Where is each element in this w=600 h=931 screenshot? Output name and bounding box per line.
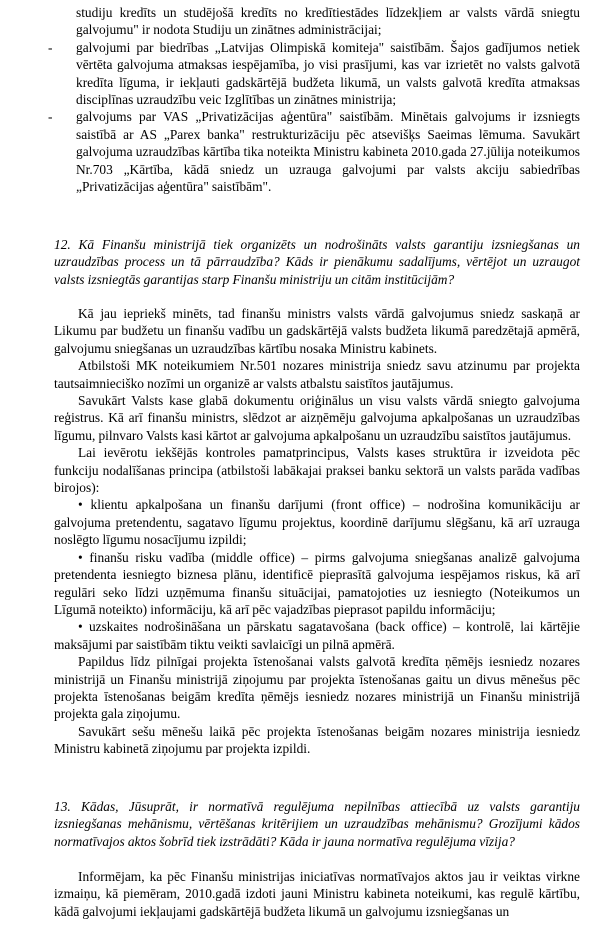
paragraph: • uzskaites nodrošināšana un pārskatu sagatavošana (back office) – kontrolē, lai kārtējie maksājumi par saistībām tiktu veikti savlaicīgi un pilnā apmērā. — [54, 619, 580, 652]
list-item-text: galvojumi par biedrības „Latvijas Olimpiskā komiteja" saistībām. Šajos gadījumos netiek vērtēta galvojuma atmaksas iespējamība, jo visi prasījumi, kas var izrietēt no valsts galvotā kredīta līguma, ir iekļauti gadskārtējā budžeta likumā, un valsts galvotā kredīta atmaksas disciplīnas uzraudzību veic Izglītības un zinātnes ministrija; — [76, 39, 580, 108]
paragraph: • finanšu risku vadība (middle office) – pirms galvojuma sniegšanas analizē galvojuma pretendenta iesniegto biznesa plānu, identificē pieprasītā galvojuma iespējamos riskus, kā arī regulāri seko līdzi uzņēmuma finanšu situācijai, pamatojoties uz iesniegto (Noteikumos un Līgumā noteikto) informāciju, kā arī pēc vajadzības pieprasot papildu informāciju; — [54, 549, 580, 617]
answer-12 — [54, 305, 580, 758]
answer-13 — [54, 868, 580, 920]
paragraph: • klientu apkalpošana un finanšu darījumi (front office) – nodrošina komunikāciju ar galvojuma pretendentu, sagatavo līgumu projektus, koordinē darījumu slēgšanu, kā arī uzrauga noslēgto līgumu nosacījumu izpildi; — [54, 497, 580, 548]
paragraph: Kā jau iepriekš minēts, tad finanšu ministrs valsts vārdā galvojumus sniedz saskaņā ar Likumu par budžetu un finanšu vadību un gadskārtējā valsts budžeta likumā paredzētajā apmērā, galvojumu sniegšanas un uzraudzības kārtību nosaka Ministru kabinets. — [54, 306, 580, 356]
list-item — [0, 39, 600, 109]
paragraph: Lai ievērotu iekšējās kontroles pamatprincipus, Valsts kases struktūra ir izveidota pēc funkciju nodalīšanas principa (atbilstoši labākajai praksei banku sektorā un valsts parāda vadības birojos): — [54, 445, 580, 496]
guarantee-types-list — [0, 4, 600, 195]
list-item — [0, 4, 600, 39]
paragraph: Papildus līdz pilnīgai projekta īstenošanai valsts galvotā kredīta ņēmējs iesniedz nozares ministrijā un Finanšu ministrijā ziņojumu par projekta īstenošanas gaitu un divus mēnešus pēc projekta īstenošanas beigām kredīta ņēmējs iesniedz nozares ministrijā un Finanšu ministrijā projekta gala ziņojumu. — [54, 654, 580, 722]
paragraph: Savukārt sešu mēnešu laikā pēc projekta īstenošanas beigām nozares ministrija iesniedz Ministru kabinetā ziņojumu par projekta izpildi. — [54, 723, 580, 757]
question-12: 12. Kā Finanšu ministrijā tiek organizēts un nodrošināts valsts garantiju izsniegšanas un uzraudzības process un tā pārraudzība? Kāds ir pienākumu sadalījums, vērtējot un uzraugot valsts izsniegtās garantijas starp Finanšu ministriju un citām institūcijām? — [54, 237, 580, 287]
question-13: 13. Kādas, Jūsuprāt, ir normatīvā regulējuma nepilnības attiecībā uz valsts garantiju izsniegšanas mehānismu, vērtēšanas kritērijiem un uzraudzības mehānismu? Grozījumi kādos normatīvajos aktos šobrīd tiek izstrādāti? Kāda ir jauna normatīva regulējuma vīzija? — [54, 799, 580, 849]
list-dash: - — [48, 109, 53, 125]
paragraph: Savukārt Valsts kase glabā dokumentu oriģinālus un visu valsts vārdā sniegto galvojuma reģistrus. Kā arī finanšu ministrs, slēdzot ar aizņēmēju galvojuma apkalpošanas un uzraudzības līgumu, pilnvaro Valsts kasi kārtot ar galvojuma apkalpošanu un uzraudzību saistītos jautājumus. — [54, 393, 580, 443]
list-dash: - — [48, 39, 53, 55]
list-item-text: galvojums par VAS „Privatizācijas aģentūra" saistībām. Minētais galvojums ir izsniegts saistībā ar AS „Parex banka" restrukturizāciju pēc atsevišķs Saeimas lēmuma. Savukārt galvojuma uzraudzības kārtība tika noteikta Ministru kabineta 2010.gada 27.jūlija noteikumos Nr.703 „Kārtība, kādā sniedz un uzrauga galvojumi par valsts akciju sabiedrības „Privatizācijas aģentūra" saistībām". — [76, 109, 580, 195]
paragraph: Informējam, ka pēc Finanšu ministrijas iniciatīvas normatīvajos aktos jau ir veiktas virkne izmaiņu, kā piemēram, 2010.gadā izdoti jauni Ministru kabineta noteikumi, kas regulē kārtību, kādā galvojumi iekļaujami gadskārtējā budžeta likumā un galvojumu izsniegšanas un — [54, 869, 580, 919]
paragraph: Atbilstoši MK noteikumiem Nr.501 nozares ministrija sniedz savu atzinumu par projekta tautsaimnieciško nozīmi un organizē ar valsts atbalstu saistītos jautājumus. — [54, 358, 580, 391]
list-item — [0, 108, 600, 195]
list-item-text: studiju kredīts un studējošā kredīts no kredītiestādes līdzekļiem ar valsts vārdā sniegtu galvojumu" ir nodota Studiju un zinātnes administrācijai; — [76, 5, 580, 38]
